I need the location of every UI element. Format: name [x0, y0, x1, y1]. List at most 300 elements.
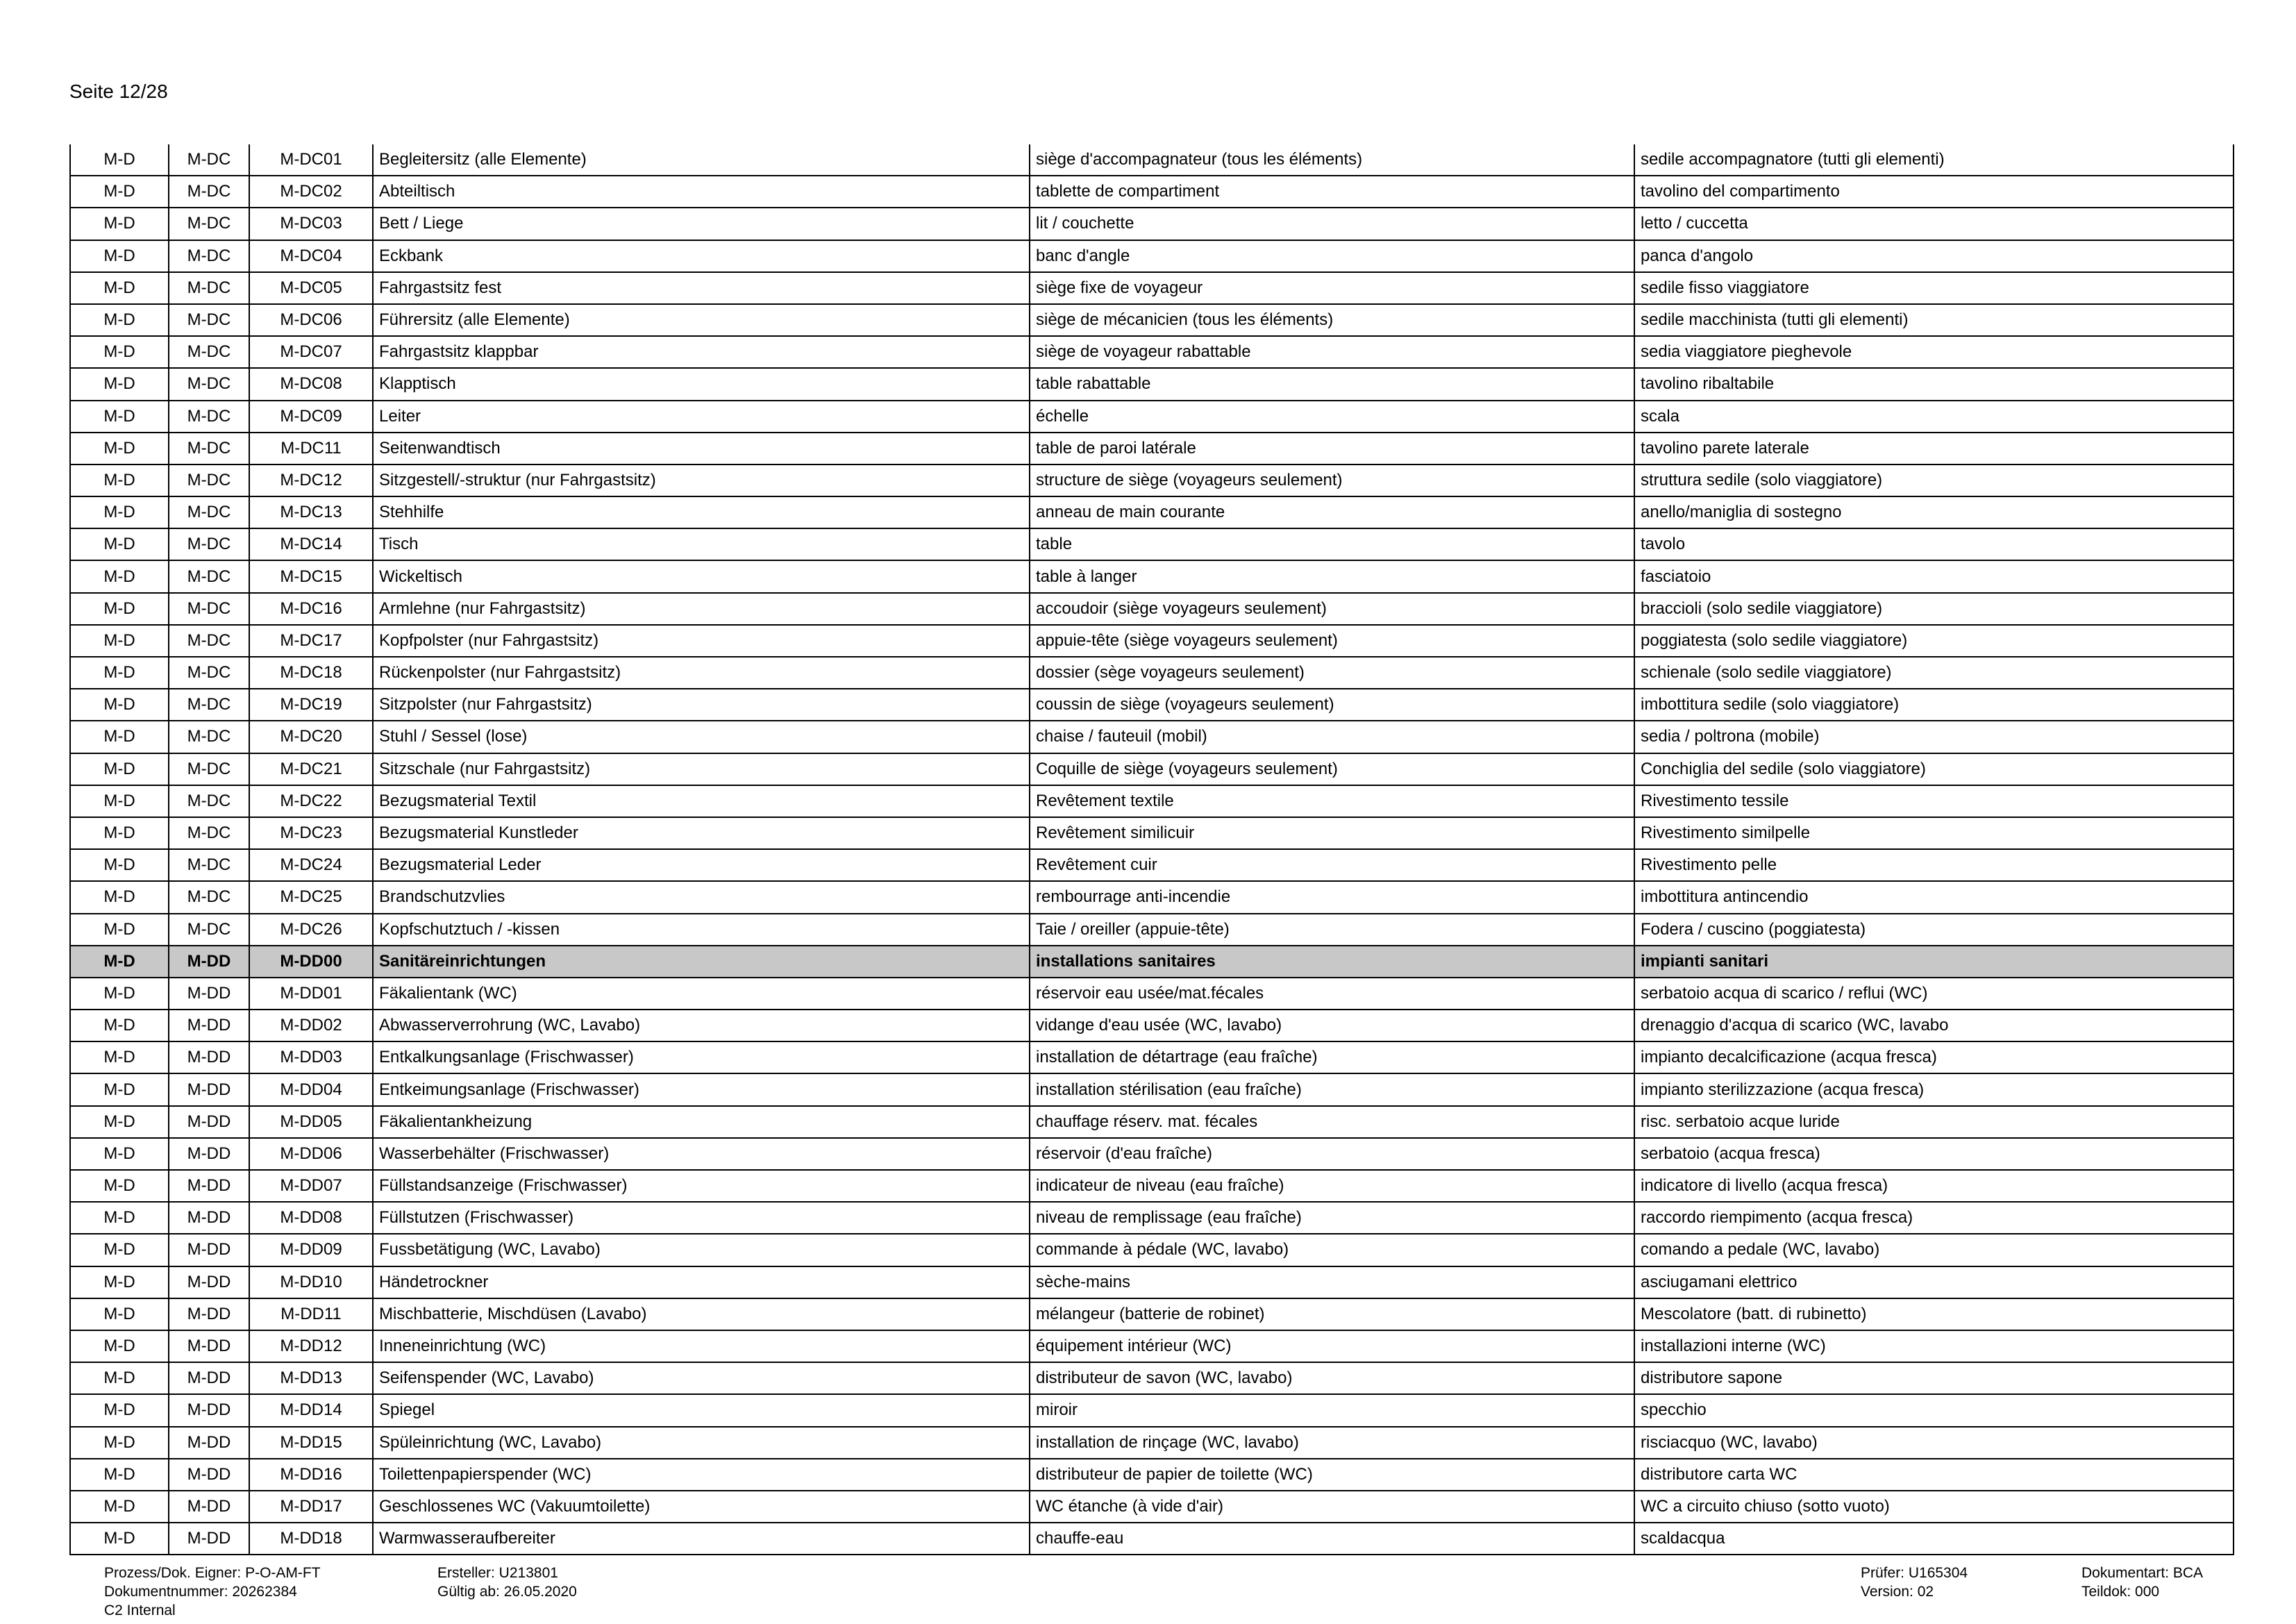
cell-level2: M-DD — [169, 1041, 249, 1073]
cell-level2: M-DC — [169, 176, 249, 208]
cell-italian: sedile accompagnatore (tutti gli elementi) — [1634, 144, 2234, 176]
cell-code: M-DD08 — [249, 1202, 373, 1234]
cell-french: anneau de main courante — [1030, 496, 1634, 528]
cell-french: table de paroi latérale — [1030, 433, 1634, 464]
table-row — [70, 1010, 2234, 1041]
cell-german: Brandschutzvlies — [373, 881, 1030, 913]
cell-level2: M-DC — [169, 657, 249, 689]
cell-level1: M-D — [70, 1330, 169, 1362]
cell-german: Fahrgastsitz fest — [373, 272, 1030, 304]
cell-level2: M-DC — [169, 785, 249, 817]
table-row — [70, 1362, 2234, 1394]
table-row — [70, 593, 2234, 625]
cell-italian: distributore carta WC — [1634, 1459, 2234, 1491]
cell-level2: M-DD — [169, 1170, 249, 1202]
cell-code: M-DD15 — [249, 1427, 373, 1459]
cell-code: M-DD04 — [249, 1073, 373, 1105]
cell-level2: M-DD — [169, 1427, 249, 1459]
cell-level1: M-D — [70, 625, 169, 657]
table-row — [70, 304, 2234, 336]
cell-german: Führersitz (alle Elemente) — [373, 304, 1030, 336]
cell-german: Sitzpolster (nur Fahrgastsitz) — [373, 689, 1030, 721]
cell-german: Toilettenpapierspender (WC) — [373, 1459, 1030, 1491]
cell-italian: drenaggio d'acqua di scarico (WC, lavabo — [1634, 1010, 2234, 1041]
cell-level2: M-DC — [169, 593, 249, 625]
cell-level2: M-DC — [169, 560, 249, 592]
cell-level2: M-DD — [169, 1202, 249, 1234]
cell-french: Revêtement cuir — [1030, 849, 1634, 881]
cell-italian: tavolino ribaltabile — [1634, 368, 2234, 400]
cell-level2: M-DC — [169, 528, 249, 560]
cell-code: M-DD05 — [249, 1106, 373, 1138]
cell-level2: M-DD — [169, 1523, 249, 1555]
cell-code: M-DC03 — [249, 208, 373, 240]
cell-level2: M-DC — [169, 240, 249, 272]
cell-french: appuie-tête (siège voyageurs seulement) — [1030, 625, 1634, 657]
cell-code: M-DD09 — [249, 1234, 373, 1266]
cell-level1: M-D — [70, 1298, 169, 1330]
cell-italian: braccioli (solo sedile viaggiatore) — [1634, 593, 2234, 625]
cell-italian: comando a pedale (WC, lavabo) — [1634, 1234, 2234, 1266]
cell-italian: asciugamani elettrico — [1634, 1266, 2234, 1298]
cell-german: Händetrockner — [373, 1266, 1030, 1298]
footer-version: Version: 02 — [1861, 1584, 1934, 1600]
table-row — [70, 1459, 2234, 1491]
cell-german: Wasserbehälter (Frischwasser) — [373, 1138, 1030, 1170]
footer-part: Teildok: 000 — [2081, 1584, 2160, 1600]
cell-french: distributeur de savon (WC, lavabo) — [1030, 1362, 1634, 1394]
cell-italian: distributore sapone — [1634, 1362, 2234, 1394]
cell-code: M-DC07 — [249, 336, 373, 368]
table-row — [70, 1202, 2234, 1234]
cell-french: distributeur de papier de toilette (WC) — [1030, 1459, 1634, 1491]
cell-level1: M-D — [70, 1491, 169, 1523]
cell-level1: M-D — [70, 1073, 169, 1105]
cell-level2: M-DC — [169, 144, 249, 176]
table-row — [70, 785, 2234, 817]
cell-level2: M-DD — [169, 1394, 249, 1426]
cell-italian: tavolino parete laterale — [1634, 433, 2234, 464]
table-row — [70, 1266, 2234, 1298]
cell-german: Spiegel — [373, 1394, 1030, 1426]
table-row — [70, 496, 2234, 528]
table-row — [70, 1041, 2234, 1073]
cell-french: miroir — [1030, 1394, 1634, 1426]
cell-code: M-DD03 — [249, 1041, 373, 1073]
footer-doctype: Dokumentart: BCA — [2081, 1565, 2204, 1581]
cell-italian: sedile fisso viaggiatore — [1634, 272, 2234, 304]
cell-german: Sitzgestell/-struktur (nur Fahrgastsitz) — [373, 464, 1030, 496]
cell-level1: M-D — [70, 433, 169, 464]
cell-level2: M-DC — [169, 721, 249, 753]
cell-level1: M-D — [70, 1394, 169, 1426]
cell-italian: risciacquo (WC, lavabo) — [1634, 1427, 2234, 1459]
cell-italian: impianto sterilizzazione (acqua fresca) — [1634, 1073, 2234, 1105]
cell-code: M-DC06 — [249, 304, 373, 336]
cell-level2: M-DD — [169, 1491, 249, 1523]
cell-level1: M-D — [70, 657, 169, 689]
cell-level2: M-DC — [169, 817, 249, 849]
cell-italian: tavolo — [1634, 528, 2234, 560]
cell-level2: M-DC — [169, 464, 249, 496]
cell-code: M-DD13 — [249, 1362, 373, 1394]
cell-code: M-DD18 — [249, 1523, 373, 1555]
table-row — [70, 272, 2234, 304]
cell-german: Kopfpolster (nur Fahrgastsitz) — [373, 625, 1030, 657]
cell-german: Inneneinrichtung (WC) — [373, 1330, 1030, 1362]
page-number: Seite 12/28 — [69, 81, 168, 102]
cell-code: M-DC04 — [249, 240, 373, 272]
cell-level2: M-DD — [169, 1234, 249, 1266]
cell-code: M-DC25 — [249, 881, 373, 913]
table-row — [70, 433, 2234, 464]
cell-level1: M-D — [70, 1427, 169, 1459]
cell-level1: M-D — [70, 336, 169, 368]
cell-french: Revêtement textile — [1030, 785, 1634, 817]
cell-level2: M-DC — [169, 304, 249, 336]
cell-italian: WC a circuito chiuso (sotto vuoto) — [1634, 1491, 2234, 1523]
cell-french: structure de siège (voyageurs seulement) — [1030, 464, 1634, 496]
cell-german: Bett / Liege — [373, 208, 1030, 240]
cell-italian: schienale (solo sedile viaggiatore) — [1634, 657, 2234, 689]
cell-german: Stehhilfe — [373, 496, 1030, 528]
cell-level2: M-DC — [169, 625, 249, 657]
cell-level1: M-D — [70, 817, 169, 849]
cell-italian: Mescolatore (batt. di rubinetto) — [1634, 1298, 2234, 1330]
table-row — [70, 1330, 2234, 1362]
table-row — [70, 1491, 2234, 1523]
cell-level2: M-DC — [169, 336, 249, 368]
cell-italian: serbatoio (acqua fresca) — [1634, 1138, 2234, 1170]
cell-german: Mischbatterie, Mischdüsen (Lavabo) — [373, 1298, 1030, 1330]
cell-italian: fasciatoio — [1634, 560, 2234, 592]
cell-code: M-DD01 — [249, 978, 373, 1010]
cell-german: Abwasserverrohrung (WC, Lavabo) — [373, 1010, 1030, 1041]
cell-german: Eckbank — [373, 240, 1030, 272]
cell-level1: M-D — [70, 593, 169, 625]
footer-classification: C2 Internal — [104, 1602, 176, 1618]
cell-italian: panca d'angolo — [1634, 240, 2234, 272]
table-row — [70, 401, 2234, 433]
table-row — [70, 1138, 2234, 1170]
cell-german: Bezugsmaterial Textil — [373, 785, 1030, 817]
table-row — [70, 368, 2234, 400]
table-group-row — [70, 946, 2234, 978]
cell-level1: M-D — [70, 1266, 169, 1298]
cell-level1: M-D — [70, 304, 169, 336]
cell-level2: M-DC — [169, 914, 249, 946]
table-row — [70, 1427, 2234, 1459]
footer-creator-block — [437, 1564, 577, 1601]
cell-level1: M-D — [70, 785, 169, 817]
table-row — [70, 1523, 2234, 1555]
cell-french: rembourrage anti-incendie — [1030, 881, 1634, 913]
cell-level2: M-DD — [169, 1298, 249, 1330]
cell-level2: M-DC — [169, 208, 249, 240]
cell-german: Armlehne (nur Fahrgastsitz) — [373, 593, 1030, 625]
cell-level2: M-DC — [169, 881, 249, 913]
cell-level2: M-DD — [169, 1073, 249, 1105]
cell-italian: installazioni interne (WC) — [1634, 1330, 2234, 1362]
cell-french: installation de détartrage (eau fraîche) — [1030, 1041, 1634, 1073]
cell-italian: Fodera / cuscino (poggiatesta) — [1634, 914, 2234, 946]
cell-french: échelle — [1030, 401, 1634, 433]
cell-code: M-DC16 — [249, 593, 373, 625]
footer-checker-block — [1861, 1564, 1968, 1601]
cell-level1: M-D — [70, 464, 169, 496]
cell-level1: M-D — [70, 753, 169, 785]
table-row — [70, 978, 2234, 1010]
cell-german: Fäkalientankheizung — [373, 1106, 1030, 1138]
table-row — [70, 528, 2234, 560]
cell-italian: sedile macchinista (tutti gli elementi) — [1634, 304, 2234, 336]
cell-level2: M-DD — [169, 1362, 249, 1394]
cell-italian: indicatore di livello (acqua fresca) — [1634, 1170, 2234, 1202]
cell-french: installation de rinçage (WC, lavabo) — [1030, 1427, 1634, 1459]
cell-italian: specchio — [1634, 1394, 2234, 1426]
code-table — [69, 144, 2234, 1555]
cell-level1: M-D — [70, 208, 169, 240]
cell-italian: serbatoio acqua di scarico / reflui (WC) — [1634, 978, 2234, 1010]
cell-level1: M-D — [70, 1523, 169, 1555]
cell-german: Seifenspender (WC, Lavabo) — [373, 1362, 1030, 1394]
cell-italian: impianti sanitari — [1634, 946, 2234, 978]
cell-german: Tisch — [373, 528, 1030, 560]
cell-french: niveau de remplissage (eau fraîche) — [1030, 1202, 1634, 1234]
cell-level2: M-DD — [169, 946, 249, 978]
cell-italian: letto / cuccetta — [1634, 208, 2234, 240]
table-row — [70, 881, 2234, 913]
cell-german: Fussbetätigung (WC, Lavabo) — [373, 1234, 1030, 1266]
cell-level1: M-D — [70, 849, 169, 881]
cell-code: M-DC22 — [249, 785, 373, 817]
cell-french: installation stérilisation (eau fraîche) — [1030, 1073, 1634, 1105]
cell-level1: M-D — [70, 368, 169, 400]
table-row — [70, 625, 2234, 657]
cell-code: M-DC15 — [249, 560, 373, 592]
cell-code: M-DD06 — [249, 1138, 373, 1170]
cell-code: M-DD17 — [249, 1491, 373, 1523]
cell-code: M-DC13 — [249, 496, 373, 528]
cell-level2: M-DD — [169, 978, 249, 1010]
cell-level2: M-DD — [169, 1106, 249, 1138]
cell-italian: sedia viaggiatore pieghevole — [1634, 336, 2234, 368]
cell-level2: M-DC — [169, 496, 249, 528]
cell-italian: risc. serbatoio acque luride — [1634, 1106, 2234, 1138]
cell-italian: imbottitura antincendio — [1634, 881, 2234, 913]
cell-code: M-DD16 — [249, 1459, 373, 1491]
table-row — [70, 1298, 2234, 1330]
table-row — [70, 464, 2234, 496]
cell-german: Warmwasseraufbereiter — [373, 1523, 1030, 1555]
footer-docnum: Dokumentnummer: 20262384 — [104, 1584, 297, 1600]
cell-german: Sitzschale (nur Fahrgastsitz) — [373, 753, 1030, 785]
cell-french: mélangeur (batterie de robinet) — [1030, 1298, 1634, 1330]
footer-owner: Prozess/Dok. Eigner: P-O-AM-FT — [104, 1565, 321, 1581]
cell-french: siège de voyageur rabattable — [1030, 336, 1634, 368]
cell-level2: M-DC — [169, 368, 249, 400]
cell-german: Rückenpolster (nur Fahrgastsitz) — [373, 657, 1030, 689]
cell-german: Leiter — [373, 401, 1030, 433]
table-row — [70, 689, 2234, 721]
cell-level1: M-D — [70, 1234, 169, 1266]
table-row — [70, 1106, 2234, 1138]
table-row — [70, 1234, 2234, 1266]
cell-level1: M-D — [70, 144, 169, 176]
cell-level1: M-D — [70, 914, 169, 946]
cell-italian: poggiatesta (solo sedile viaggiatore) — [1634, 625, 2234, 657]
cell-level1: M-D — [70, 1362, 169, 1394]
cell-italian: impianto decalcificazione (acqua fresca) — [1634, 1041, 2234, 1073]
table-row — [70, 176, 2234, 208]
cell-level1: M-D — [70, 176, 169, 208]
cell-french: chauffage réserv. mat. fécales — [1030, 1106, 1634, 1138]
table-row — [70, 721, 2234, 753]
footer-owner-block — [104, 1564, 321, 1620]
cell-french: sèche-mains — [1030, 1266, 1634, 1298]
table-row — [70, 657, 2234, 689]
table-row — [70, 914, 2234, 946]
cell-code: M-DC14 — [249, 528, 373, 560]
cell-code: M-DC09 — [249, 401, 373, 433]
cell-code: M-DD14 — [249, 1394, 373, 1426]
cell-german: Entkeimungsanlage (Frischwasser) — [373, 1073, 1030, 1105]
cell-french: réservoir eau usée/mat.fécales — [1030, 978, 1634, 1010]
cell-french: Coquille de siège (voyageurs seulement) — [1030, 753, 1634, 785]
cell-italian: Rivestimento pelle — [1634, 849, 2234, 881]
cell-french: chauffe-eau — [1030, 1523, 1634, 1555]
cell-level1: M-D — [70, 946, 169, 978]
cell-french: table à langer — [1030, 560, 1634, 592]
cell-german: Abteiltisch — [373, 176, 1030, 208]
cell-level1: M-D — [70, 1041, 169, 1073]
cell-level2: M-DD — [169, 1266, 249, 1298]
cell-french: équipement intérieur (WC) — [1030, 1330, 1634, 1362]
cell-french: table — [1030, 528, 1634, 560]
cell-french: siège d'accompagnateur (tous les éléments) — [1030, 144, 1634, 176]
cell-level1: M-D — [70, 528, 169, 560]
cell-german: Fahrgastsitz klappbar — [373, 336, 1030, 368]
cell-code: M-DC26 — [249, 914, 373, 946]
cell-german: Kopfschutztuch / -kissen — [373, 914, 1030, 946]
cell-french: installations sanitaires — [1030, 946, 1634, 978]
cell-level2: M-DC — [169, 849, 249, 881]
cell-code: M-DD02 — [249, 1010, 373, 1041]
cell-level1: M-D — [70, 721, 169, 753]
table-row — [70, 1170, 2234, 1202]
cell-french: siège de mécanicien (tous les éléments) — [1030, 304, 1634, 336]
cell-code: M-DC08 — [249, 368, 373, 400]
cell-code: M-DD07 — [249, 1170, 373, 1202]
table-row — [70, 208, 2234, 240]
cell-german: Füllstandsanzeige (Frischwasser) — [373, 1170, 1030, 1202]
cell-french: Taie / oreiller (appuie-tête) — [1030, 914, 1634, 946]
cell-level2: M-DD — [169, 1330, 249, 1362]
footer-doctype-block — [2081, 1564, 2203, 1601]
cell-code: M-DC05 — [249, 272, 373, 304]
cell-level2: M-DC — [169, 753, 249, 785]
cell-german: Füllstutzen (Frischwasser) — [373, 1202, 1030, 1234]
cell-level1: M-D — [70, 272, 169, 304]
cell-italian: Rivestimento similpelle — [1634, 817, 2234, 849]
cell-code: M-DC18 — [249, 657, 373, 689]
footer-checker: Prüfer: U165304 — [1861, 1565, 1968, 1581]
table-row — [70, 753, 2234, 785]
cell-level2: M-DC — [169, 401, 249, 433]
cell-level1: M-D — [70, 1202, 169, 1234]
cell-french: chaise / fauteuil (mobil) — [1030, 721, 1634, 753]
cell-code: M-DC20 — [249, 721, 373, 753]
cell-german: Seitenwandtisch — [373, 433, 1030, 464]
cell-level2: M-DC — [169, 272, 249, 304]
cell-german: Begleitersitz (alle Elemente) — [373, 144, 1030, 176]
cell-german: Sanitäreinrichtungen — [373, 946, 1030, 978]
cell-french: WC étanche (à vide d'air) — [1030, 1491, 1634, 1523]
cell-level1: M-D — [70, 1010, 169, 1041]
cell-italian: scaldacqua — [1634, 1523, 2234, 1555]
cell-italian: struttura sedile (solo viaggiatore) — [1634, 464, 2234, 496]
cell-french: siège fixe de voyageur — [1030, 272, 1634, 304]
table-row — [70, 1073, 2234, 1105]
cell-italian: anello/maniglia di sostegno — [1634, 496, 2234, 528]
table-row — [70, 336, 2234, 368]
cell-level1: M-D — [70, 1170, 169, 1202]
cell-level2: M-DD — [169, 1459, 249, 1491]
cell-german: Klapptisch — [373, 368, 1030, 400]
cell-code: M-DC01 — [249, 144, 373, 176]
cell-french: Revêtement similicuir — [1030, 817, 1634, 849]
cell-code: M-DD12 — [249, 1330, 373, 1362]
cell-french: banc d'angle — [1030, 240, 1634, 272]
cell-level2: M-DC — [169, 689, 249, 721]
cell-level2: M-DD — [169, 1138, 249, 1170]
cell-code: M-DC19 — [249, 689, 373, 721]
cell-german: Bezugsmaterial Leder — [373, 849, 1030, 881]
cell-french: tablette de compartiment — [1030, 176, 1634, 208]
cell-french: indicateur de niveau (eau fraîche) — [1030, 1170, 1634, 1202]
cell-french: vidange d'eau usée (WC, lavabo) — [1030, 1010, 1634, 1041]
cell-code: M-DC24 — [249, 849, 373, 881]
cell-level1: M-D — [70, 689, 169, 721]
footer-valid: Gültig ab: 26.05.2020 — [437, 1584, 577, 1600]
cell-level1: M-D — [70, 240, 169, 272]
cell-level1: M-D — [70, 1106, 169, 1138]
cell-french: accoudoir (siège voyageurs seulement) — [1030, 593, 1634, 625]
cell-german: Geschlossenes WC (Vakuumtoilette) — [373, 1491, 1030, 1523]
cell-italian: scala — [1634, 401, 2234, 433]
cell-italian: Rivestimento tessile — [1634, 785, 2234, 817]
cell-german: Fäkalientank (WC) — [373, 978, 1030, 1010]
cell-french: commande à pédale (WC, lavabo) — [1030, 1234, 1634, 1266]
table-row — [70, 144, 2234, 176]
cell-code: M-DC12 — [249, 464, 373, 496]
table-row — [70, 849, 2234, 881]
cell-level2: M-DC — [169, 433, 249, 464]
table-row — [70, 817, 2234, 849]
cell-code: M-DD00 — [249, 946, 373, 978]
cell-italian: sedia / poltrona (mobile) — [1634, 721, 2234, 753]
cell-german: Stuhl / Sessel (lose) — [373, 721, 1030, 753]
cell-code: M-DD10 — [249, 1266, 373, 1298]
cell-code: M-DD11 — [249, 1298, 373, 1330]
cell-code: M-DC21 — [249, 753, 373, 785]
cell-level1: M-D — [70, 560, 169, 592]
cell-code: M-DC23 — [249, 817, 373, 849]
cell-french: réservoir (d'eau fraîche) — [1030, 1138, 1634, 1170]
table-row — [70, 560, 2234, 592]
cell-german: Entkalkungsanlage (Frischwasser) — [373, 1041, 1030, 1073]
cell-level1: M-D — [70, 978, 169, 1010]
